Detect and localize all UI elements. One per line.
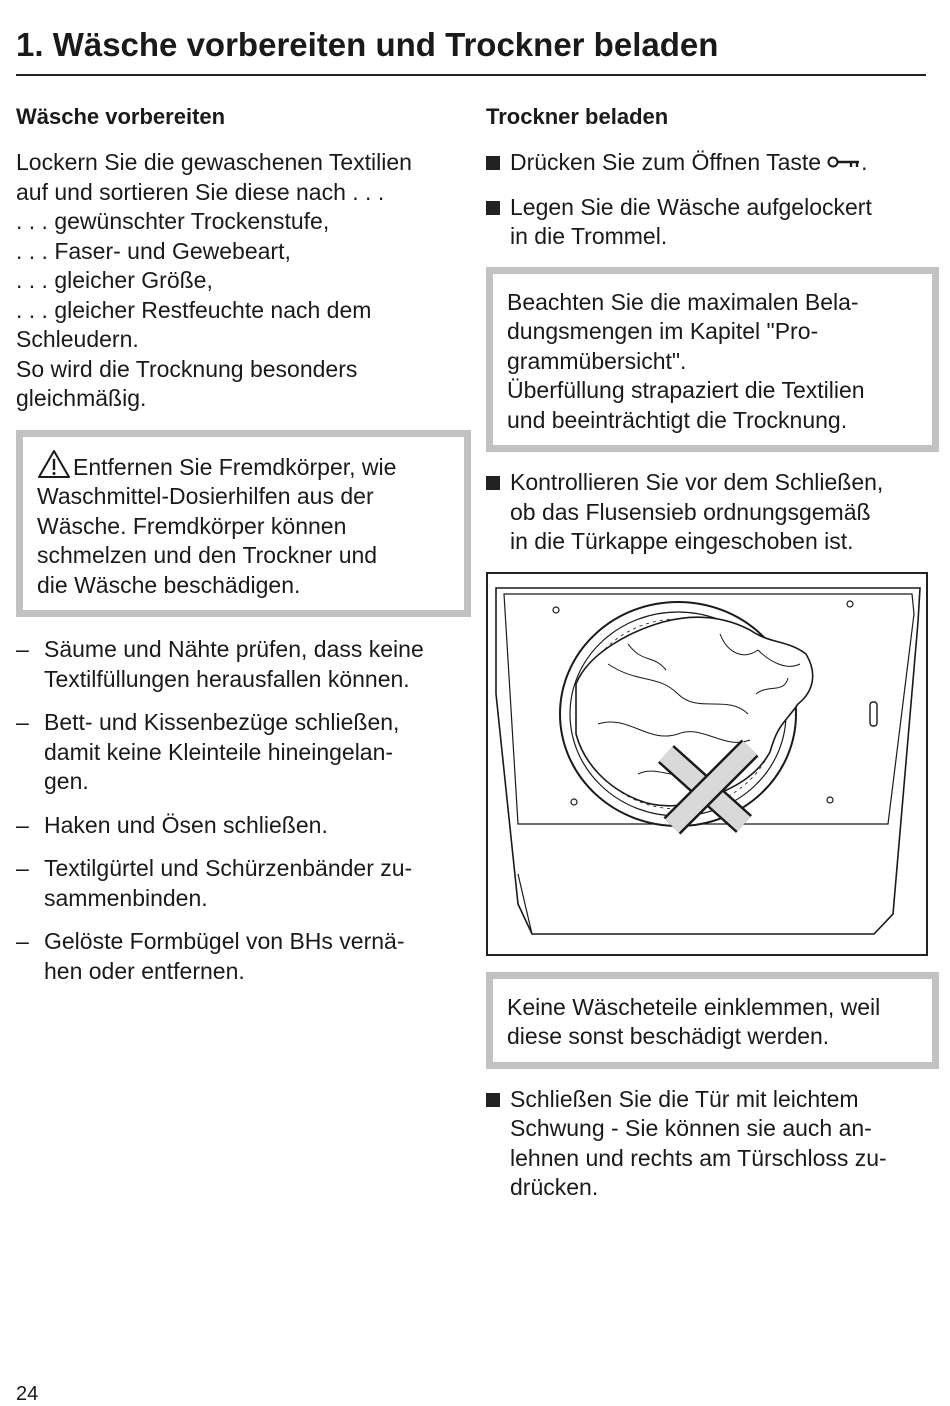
instruction-line-end: . — [861, 149, 868, 175]
list-item-line: sammenbinden. — [44, 884, 208, 911]
instruction-line: Schließen Sie die Tür mit leichtem — [510, 1085, 859, 1112]
section-heading-prepare: Wäsche vorbereiten — [16, 104, 226, 129]
dash-marker: – — [16, 709, 29, 735]
list-item-line: Haken und Ösen schließen. — [44, 811, 328, 838]
note-line: Keine Wäscheteile einklemmen, weil — [507, 993, 881, 1020]
list-item — [16, 927, 461, 986]
list-item — [16, 854, 461, 913]
list-item-line: damit keine Kleinteile hineingelan- — [44, 738, 394, 765]
note-line: Überfüllung strapaziert die Textilien — [507, 377, 865, 403]
note-line: diese sonst beschädigt werden. — [507, 1023, 830, 1049]
note-line: grammübersicht". — [507, 347, 687, 374]
warning-line: schmelzen und den Trockner und — [37, 542, 378, 568]
dash-marker: – — [16, 636, 29, 662]
instruction-item — [486, 468, 931, 557]
dash-marker: – — [16, 811, 29, 838]
list-item-line: gen. — [44, 768, 89, 794]
list-item-line: Textilgürtel und Schürzenbänder zu- — [44, 855, 413, 881]
dryer-drum-overloaded-illustration — [486, 572, 928, 956]
instruction-line: lehnen und rechts am Türschloss zu- — [510, 1144, 887, 1171]
instruction-item — [486, 193, 931, 252]
instruction-line: ob das Flusensieb ordnungsgemäß — [510, 498, 871, 525]
page-title: 1. Wäsche vorbereiten und Trockner beladen — [16, 22, 926, 76]
instruction-line: drücken. — [510, 1174, 599, 1200]
instruction-line: in die Trommel. — [510, 223, 668, 249]
preparation-checklist — [16, 635, 461, 986]
instruction-item — [486, 148, 931, 178]
intro-paragraph — [16, 148, 461, 414]
door-open-key-icon — [827, 155, 861, 169]
section-heading-load: Trockner beladen — [486, 104, 669, 129]
list-item-line: Bett- und Kissenbezüge schließen, — [44, 709, 400, 735]
intro-line: gleichmäßig. — [16, 385, 147, 411]
square-bullet-icon — [486, 156, 500, 170]
list-item-line: hen oder entfernen. — [44, 957, 245, 984]
note-line: Beachten Sie die maximalen Bela- — [507, 288, 859, 315]
warning-text — [37, 449, 450, 601]
list-item — [16, 811, 461, 841]
list-item — [16, 708, 461, 797]
intro-line: . . . gleicher Größe, — [16, 267, 213, 293]
warning-line-text: Entfernen Sie Fremdkörper, wie — [73, 453, 397, 480]
warning-line: die Wäsche beschädigen. — [37, 571, 301, 598]
page-number: 24 — [16, 1383, 39, 1405]
list-item-line: Gelöste Formbügel von BHs vernä- — [44, 928, 405, 954]
instruction-item — [486, 1085, 931, 1203]
dash-marker: – — [16, 928, 29, 954]
intro-line: So wird die Trocknung besonders — [16, 355, 358, 382]
list-item-line: Textilfüllungen herausfallen können. — [44, 665, 410, 692]
warning-line: Wäsche. Fremdkörper können — [37, 512, 347, 539]
intro-line: auf und sortieren Sie diese nach . . . — [16, 178, 385, 205]
instruction-line: Drücken Sie zum Öffnen Taste — [510, 149, 822, 175]
dash-marker: – — [16, 855, 29, 881]
intro-line: . . . gewünschter Trockenstufe, — [16, 208, 330, 234]
instruction-line: Schwung - Sie können sie auch an- — [510, 1115, 872, 1141]
square-bullet-icon — [486, 476, 500, 490]
warning-line — [37, 449, 450, 483]
square-bullet-icon — [486, 201, 500, 215]
instruction-line: Legen Sie die Wäsche aufgelockert — [510, 193, 872, 220]
intro-line: . . . gleicher Restfeuchte nach dem — [16, 296, 372, 323]
load-capacity-note — [486, 267, 939, 453]
list-item — [16, 635, 461, 694]
intro-line: Schleudern. — [16, 326, 139, 352]
note-line: dungsmengen im Kapitel "Pro- — [507, 318, 819, 344]
left-column — [16, 100, 461, 1000]
intro-line: . . . Faser- und Gewebeart, — [16, 237, 291, 264]
note-line: und beeinträchtigt die Trocknung. — [507, 406, 848, 433]
instruction-line: in die Türkappe eingeschoben ist. — [510, 528, 854, 554]
warning-box — [16, 430, 471, 618]
dryer-drum-svg — [488, 574, 926, 954]
no-trapping-note — [486, 972, 939, 1069]
intro-line: Lockern Sie die gewaschenen Textilien — [16, 149, 412, 175]
right-column — [486, 100, 931, 1218]
warning-triangle-icon — [37, 449, 71, 479]
instruction-line: Kontrollieren Sie vor dem Schließen, — [510, 469, 884, 495]
list-item-line: Säume und Nähte prüfen, dass keine — [44, 636, 424, 662]
square-bullet-icon — [486, 1093, 500, 1107]
warning-line: Waschmittel-Dosierhilfen aus der — [37, 483, 374, 509]
